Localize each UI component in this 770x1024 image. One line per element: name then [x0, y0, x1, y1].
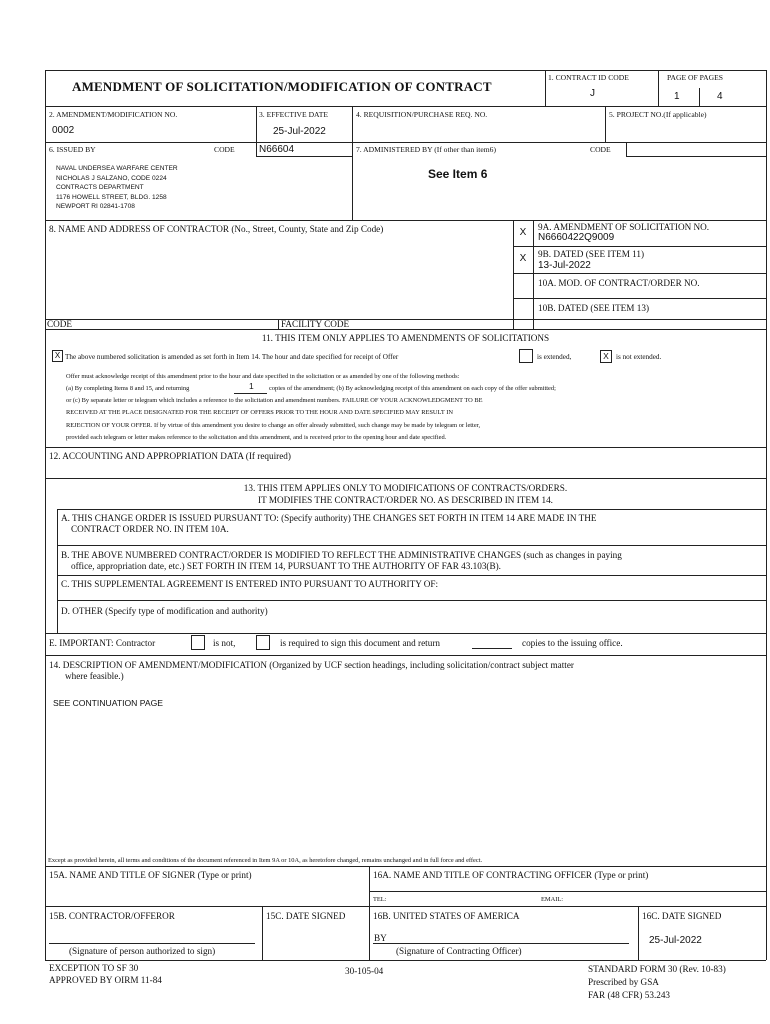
amendment-no-value: 0002 [52, 125, 75, 136]
issuer-address [56, 164, 178, 212]
item-14-label-line1: 14. DESCRIPTION OF AMENDMENT/MODIFICATION (Organized by UCF section headings, including solicitation/contract subject matter [49, 660, 574, 670]
requisition-label: 4. REQUISITION/PURCHASE REQ. NO. [356, 110, 488, 119]
issuer-line: NAVAL UNDERSEA WARFARE CENTER [56, 165, 178, 172]
item-11-para2a: (a) By completing Items 8 and 15, and returning [66, 385, 190, 392]
item-14-label-line2: where feasible.) [65, 671, 124, 681]
form-code: 30-105-04 [345, 966, 384, 976]
item-12-label: 12. ACCOUNTING AND APPROPRIATION DATA (If required) [49, 451, 291, 461]
issued-by-code-value: N66604 [259, 144, 295, 155]
effective-date-value: 25-Jul-2022 [273, 126, 326, 137]
item-11-para2b: copies of the amendment; (b) By acknowledging receipt of this amendment on each copy of the offer submitted; [269, 385, 556, 392]
item-13d: D. OTHER (Specify type of modification and authority) [61, 606, 268, 616]
extended-checkbox[interactable] [519, 349, 533, 363]
copies-label: copies to the issuing office. [522, 638, 623, 648]
copies-count: 1 [249, 381, 254, 391]
email-label: EMAIL: [541, 896, 564, 903]
item-13a-line1: A. THIS CHANGE ORDER IS ISSUED PURSUANT TO: (Specify authority) THE CHANGES SET FORTH IN ITEM 14 ARE MADE IN THE [61, 513, 597, 523]
item-10a-label: 10A. MOD. OF CONTRACT/ORDER NO. [538, 278, 700, 288]
item-11-heading: 11. THIS ITEM ONLY APPLIES TO AMENDMENTS OF SOLICITATIONS [261, 333, 550, 343]
contractor-signature-caption: (Signature of person authorized to sign) [69, 946, 216, 956]
item-13c: C. THIS SUPPLEMENTAL AGREEMENT IS ENTERED INTO PURSUANT TO AUTHORITY OF: [61, 579, 439, 589]
is-not-label: is not, [213, 638, 236, 648]
is-not-checkbox[interactable] [191, 635, 205, 650]
standard-form-label: STANDARD FORM 30 (Rev. 10-83) [588, 964, 726, 974]
issued-by-label: 6. ISSUED BY [49, 145, 96, 154]
issued-by-code-label: CODE [214, 145, 235, 154]
far-label: FAR (48 CFR) 53.243 [588, 990, 671, 1000]
project-no-label: 5. PROJECT NO.(If applicable) [609, 110, 707, 119]
approved-text: APPROVED BY OIRM 11-84 [49, 975, 162, 985]
not-extended-checkbox[interactable] [600, 350, 612, 363]
contracting-officer-label: 16A. NAME AND TITLE OF CONTRACTING OFFICER (Type or print) [373, 870, 649, 880]
exception-text: EXCEPTION TO SF 30 [49, 963, 139, 973]
contractor-offeror-label: 15B. CONTRACTOR/OFFEROR [49, 911, 175, 921]
date-signed-15c-label: 15C. DATE SIGNED [266, 911, 346, 921]
issuer-line: NEWPORT RI 02841-1708 [56, 203, 135, 211]
item-10b-label: 10B. DATED (SEE ITEM 13) [538, 303, 650, 313]
contract-id-code-value: J [590, 88, 595, 99]
administered-by-code-label: CODE [590, 145, 611, 154]
amended-checkbox[interactable] [52, 350, 63, 362]
date-signed-16c-value: 25-Jul-2022 [649, 935, 702, 946]
form-title: AMENDMENT OF SOLICITATION/MODIFICATION OF CONTRACT [72, 79, 492, 94]
issuer-line: 1176 HOWELL STREET, BLDG. 1258 [56, 193, 167, 201]
item-11-para5: REJECTION OF YOUR OFFER. If by virtue of this amendment you desire to change an offer already submitted, such change may be made by telegram or letter, [66, 422, 481, 429]
contract-id-code-label: 1. CONTRACT ID CODE [548, 73, 629, 82]
amended-text: The above numbered solicitation is amended as set forth in Item 14. The hour and date specified for receipt of Offer [65, 353, 399, 361]
item-11-para4: RECEIVED AT THE PLACE DESIGNATED FOR THE RECEIPT OF OFFERS PRIOR TO THE HOUR AND DATE SPECIFIED MAY RESULT IN [66, 409, 453, 416]
amendment-no-label: 2. AMENDMENT/MODIFICATION NO. [49, 110, 178, 119]
page-number: 1 [674, 91, 680, 102]
item-14-body: SEE CONTINUATION PAGE [53, 698, 163, 708]
item-13b-line1: B. THE ABOVE NUMBERED CONTRACT/ORDER IS MODIFIED TO REFLECT THE ADMINISTRATIVE CHANGES (such as changes in paying [61, 550, 622, 560]
item-11-para6: provided each telegram or letter makes reference to the solicitation and this amendment, and is received prior to the opening hour and date specified. [66, 434, 447, 441]
solicitation-number: N6660422Q9009 [538, 232, 615, 243]
amended-checkmark: X [54, 351, 61, 360]
issuer-line: NICHOLAS J SALZANO, CODE 0224 [56, 174, 167, 182]
not-extended-checkmark: X [603, 351, 609, 361]
item-13-heading2: IT MODIFIES THE CONTRACT/ORDER NO. AS DESCRIBED IN ITEM 14. [258, 495, 553, 505]
administered-by-value: See Item 6 [428, 167, 488, 181]
contractor-address-label: 8. NAME AND ADDRESS OF CONTRACTOR (No., Street, County, State and Zip Code) [49, 224, 384, 234]
prescribed-label: Prescribed by GSA [588, 977, 659, 987]
item-13-heading1: 13. THIS ITEM APPLIES ONLY TO MODIFICATIONS OF CONTRACTS/ORDERS. [243, 483, 568, 493]
page-of-pages-label: PAGE OF PAGES [667, 73, 723, 82]
administered-by-label: 7. ADMINISTERED BY (If other than item6) [356, 145, 496, 154]
tel-label: TEL: [373, 896, 387, 903]
item-11-para1: Offer must acknowledge receipt of this amendment prior to the hour and date specified in the solicitation or as amended by one of the following methods: [66, 373, 460, 380]
item-14-footer-note: Except as provided herein, all terms and conditions of the document referenced in Item 9A or 10A, as heretofore changed, remains unchanged and in full force and effect. [48, 857, 483, 864]
usa-label: 16B. UNITED STATES OF AMERICA [373, 911, 520, 921]
date-signed-16c-label: 16C. DATE SIGNED [642, 911, 722, 921]
issuer-line: CONTRACTS DEPARTMENT [56, 184, 144, 192]
by-label: BY [374, 933, 387, 943]
signer-name-label: 15A. NAME AND TITLE OF SIGNER (Type or print) [49, 870, 252, 880]
item-13b-line2: office, appropriation date, etc.) SET FORTH IN ITEM 14, PURSUANT TO THE AUTHORITY OF FAR 43.103(B). [71, 561, 501, 571]
contractor-code-label: CODE [47, 319, 73, 329]
effective-date-label: 3. EFFECTIVE DATE [259, 110, 328, 119]
facility-code-label: FACILITY CODE [281, 319, 350, 329]
is-required-checkbox[interactable] [256, 635, 270, 650]
item-11-para3: or (c) By separate letter or telegram which includes a reference to the solicitation and amendment numbers. FAILURE OF YOUR ACKNOWLEDGMENT TO BE [66, 397, 483, 404]
total-pages: 4 [717, 91, 723, 102]
item-e-label: E. IMPORTANT: Contractor [49, 638, 156, 648]
officer-signature-caption: (Signature of Contracting Officer) [396, 946, 522, 956]
extended-label: is extended, [537, 353, 572, 361]
item-9a-checkmark[interactable]: X [519, 227, 527, 238]
item-9b-label: 9B. DATED (SEE ITEM 11) [538, 249, 645, 259]
is-required-label: is required to sign this document and return [280, 638, 440, 648]
not-extended-label: is not extended. [616, 353, 662, 361]
item-9a-label: 9A. AMENDMENT OF SOLICITATION NO. [538, 222, 710, 232]
item-9b-checkmark[interactable]: X [519, 253, 527, 264]
item-13a-line2: CONTRACT ORDER NO. IN ITEM 10A. [71, 524, 229, 534]
item-9b-date: 13-Jul-2022 [538, 260, 591, 271]
